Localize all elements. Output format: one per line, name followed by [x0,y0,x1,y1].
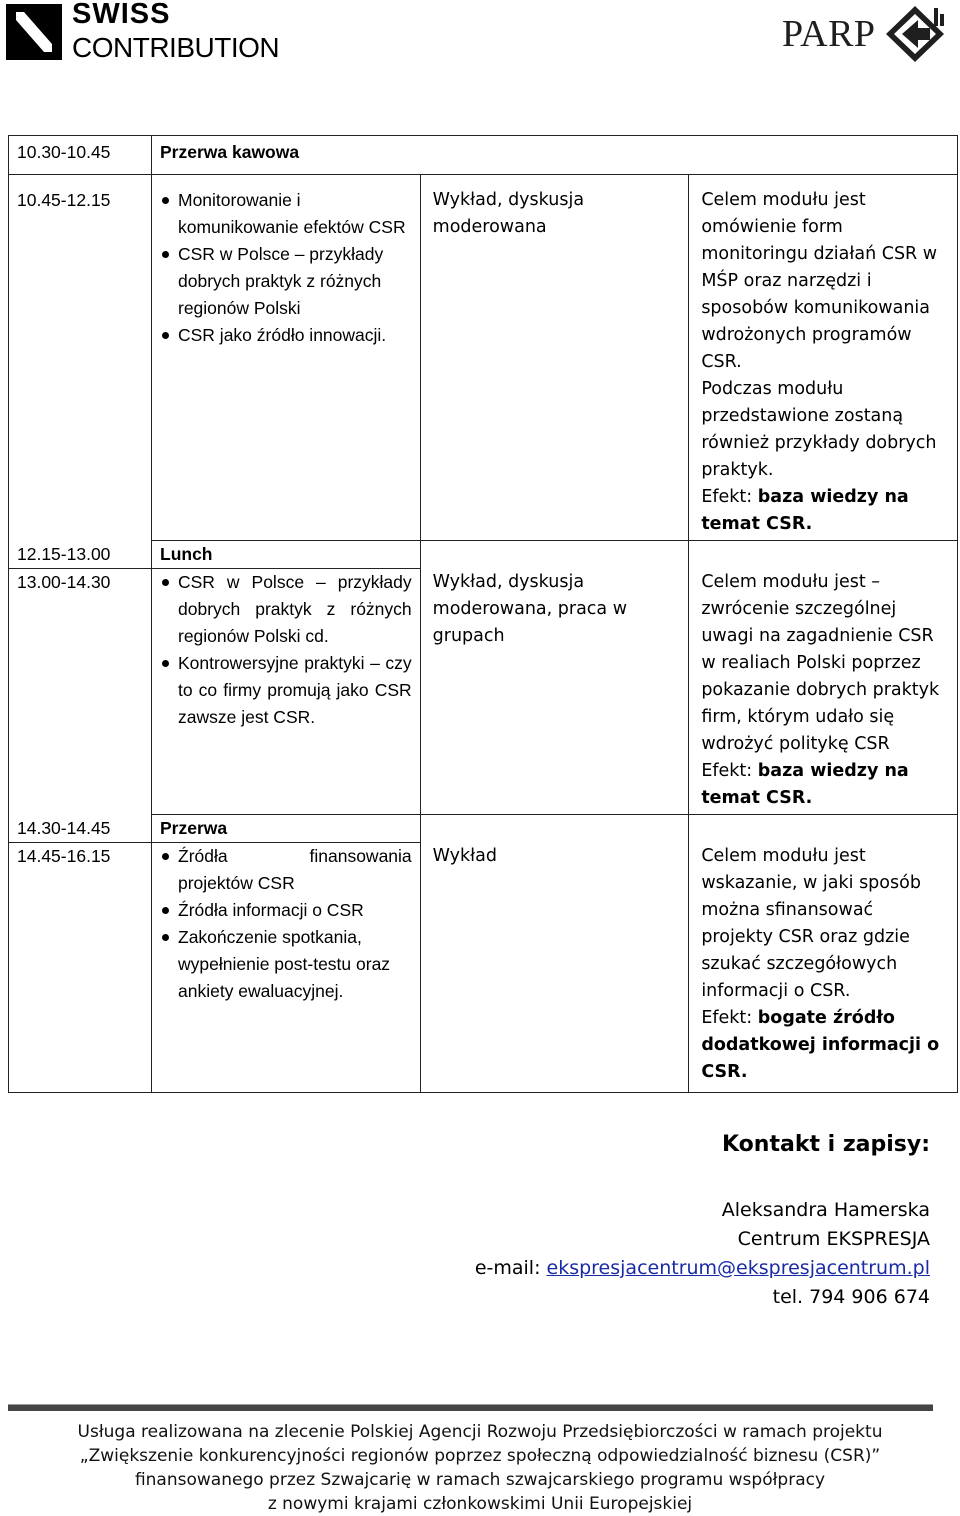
description-cell [689,569,958,815]
description-text: Celem modułu jest omówienie form monitoringu działań CSR w MŚP oraz narzędzi i sposobów komunikowania wdrożonych programów CSR. [701,190,938,372]
email-link[interactable]: ekspresjacentrum@ekspresjacentrum.pl [546,1257,930,1279]
footer-divider [8,1404,933,1411]
list-item: Źródła finansowania projektów CSR [156,843,412,897]
effect-line: Efekt: baza wiedzy na temat CSR. [701,760,909,808]
method-cell: Wykład [420,843,689,1093]
contact-title: Kontakt i zapisy: [722,1132,930,1157]
footer-line: „Zwiększenie konkurencyjności regionów poprzez społeczną odpowiedzialność biznesu (CSR)” [79,1446,881,1466]
break-title: Przerwa kawowa [152,136,958,175]
agenda-row-session-3 [9,843,958,1093]
agenda-row-break [9,815,958,843]
list-item: Monitorowanie i komunikowanie efektów CSR [156,187,412,241]
effect-line: Efekt: baza wiedzy na temat CSR. [701,487,909,534]
topics-cell [152,175,421,541]
parp-logo-text: PARP [782,13,876,55]
contact-email-line [475,1254,930,1283]
topics-cell [152,843,421,1093]
parp-arrows-icon [884,4,946,64]
swiss-logo-line1: SWISS [72,0,171,30]
footer-line: z nowymi krajami członkowskimi Unii Europejskiej [267,1494,693,1514]
description-text: Podczas modułu przedstawione zostaną również przykłady dobrych praktyk. [701,379,937,480]
topics-cell [152,569,421,815]
parp-logo [780,2,950,64]
description-text: Celem modułu jest wskazanie, w jaki sposób można sfinansować projekty CSR oraz gdzie szukać szczegółowych informacji o CSR. [701,845,921,1001]
list-item: CSR jako źródło innowacji. [156,322,412,349]
time-cell: 14.30-14.45 [9,815,152,843]
description-cell [689,175,958,541]
agenda-table [8,135,958,1093]
effect-line: Efekt: bogate źródło dodatkowej informacji o CSR. [701,1007,940,1082]
email-label: e-mail: [474,1257,547,1279]
list-item: Źródła informacji o CSR [156,897,412,924]
contact-organization: Centrum EKSPRESJA [737,1228,930,1250]
swiss-logo-line2: CONTRIBUTION [72,32,280,63]
footer [0,1420,960,1516]
agenda-row-session-2 [9,569,958,815]
swiss-contribution-logo [6,2,306,64]
list-item: Kontrowersyjne praktyki – czy to co firmy promują jako CSR zawsze jest CSR. [156,650,412,731]
swiss-cross-icon [6,4,62,60]
time-cell: 13.00-14.30 [9,569,152,815]
time-cell: 12.15-13.00 [9,541,152,569]
contact-section [475,1130,930,1312]
time-cell: 10.45-12.15 [9,175,152,541]
break-title: Przerwa [152,815,421,843]
time-cell: 14.45-16.15 [9,843,152,1093]
break-title: Lunch [152,541,421,569]
description-text: Celem modułu jest – zwrócenie szczególnej uwagi na zagadnienie CSR w realiach Polski poprzez pokazanie dobrych praktyk firm, którym udało się wdrożyć politykę CSR [701,571,940,754]
list-item: CSR w Polsce – przykłady dobrych praktyk z różnych regionów Polski [156,241,412,322]
contact-phone: tel. 794 906 674 [772,1286,930,1308]
list-item: CSR w Polsce – przykłady dobrych praktyk z różnych regionów Polski cd. [156,569,412,650]
agenda-row-session-1 [9,175,958,541]
footer-line: Usługa realizowana na zlecenie Polskiej Agencji Rozwoju Przedsiębiorczości w ramach projektu [77,1422,883,1442]
method-cell: Wykład, dyskusja moderowana, praca w grupach [420,569,689,815]
description-cell [689,843,958,1093]
contact-name: Aleksandra Hamerska [721,1199,930,1221]
time-cell: 10.30-10.45 [9,136,152,175]
method-cell: Wykład, dyskusja moderowana [420,175,689,541]
list-item: Zakończenie spotkania, wypełnienie post-testu oraz ankiety ewaluacyjnej. [156,924,412,1005]
footer-line: finansowanego przez Szwajcarię w ramach szwajcarskiego programu współpracy [134,1470,826,1490]
agenda-row-coffee-break [9,136,958,175]
agenda-row-lunch [9,541,958,569]
